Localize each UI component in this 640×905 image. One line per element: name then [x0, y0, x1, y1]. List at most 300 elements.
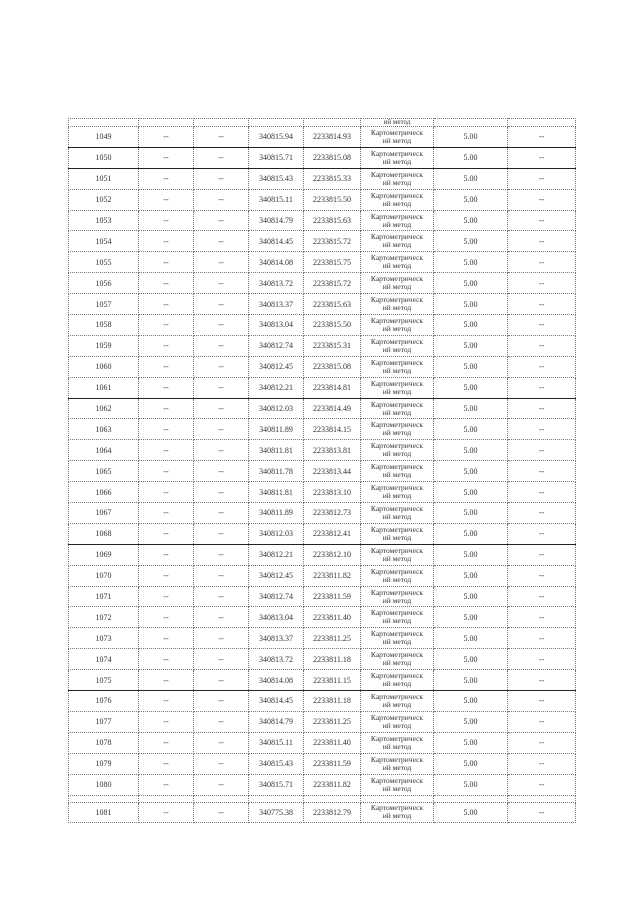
x-coordinate-cell: 340814.08: [249, 252, 304, 273]
empty-dash-cell: --: [508, 544, 576, 565]
point-number-cell: 1059: [69, 335, 139, 356]
separator-cell: [304, 795, 361, 802]
method-cell: [361, 398, 434, 419]
point-number-cell: 1073: [69, 628, 139, 649]
empty-dash-cell: --: [508, 127, 576, 148]
empty-dash-cell: --: [139, 168, 194, 189]
empty-dash-cell: --: [508, 335, 576, 356]
empty-dash-cell: --: [194, 398, 249, 419]
table-row: [69, 802, 576, 823]
empty-dash-cell: --: [139, 691, 194, 712]
accuracy-cell: 5.00: [434, 315, 508, 336]
method-cell: [361, 523, 434, 544]
method-text-line: Картометрическ: [370, 587, 424, 597]
point-number-cell: 1070: [69, 565, 139, 586]
method-text-line: ий метод: [382, 386, 412, 396]
method-text-line: ий метод: [382, 323, 412, 333]
method-cell: [361, 753, 434, 774]
accuracy-cell: 5.00: [434, 711, 508, 732]
empty-dash-cell: --: [194, 419, 249, 440]
point-number-cell: 1068: [69, 523, 139, 544]
y-coordinate-cell: 2233812.79: [304, 802, 361, 823]
method-text-line: Картометрическ: [370, 232, 424, 242]
point-number-cell: 1075: [69, 670, 139, 691]
method-text-line: ий метод: [382, 783, 412, 793]
table-row: [69, 440, 576, 461]
x-coordinate-cell: 340812.74: [249, 586, 304, 607]
empty-dash-cell: --: [139, 356, 194, 377]
empty-dash-cell: --: [508, 356, 576, 377]
method-text-line: Картометрическ: [370, 378, 424, 388]
method-fragment: ий метод: [361, 119, 434, 127]
table-row: [69, 398, 576, 419]
method-text-line: ий метод: [382, 658, 412, 668]
empty-dash-cell: --: [508, 147, 576, 168]
x-coordinate-cell: 340815.94: [249, 127, 304, 148]
empty-dash-cell: --: [194, 315, 249, 336]
x-coordinate-cell: 340814.45: [249, 691, 304, 712]
point-number-cell: 1067: [69, 503, 139, 524]
method-text-line: Картометрическ: [370, 524, 424, 534]
empty-dash-cell: --: [139, 210, 194, 231]
table-row: [69, 294, 576, 315]
empty-dash-cell: --: [194, 691, 249, 712]
point-number-cell: 1078: [69, 732, 139, 753]
method-text-line: ий метод: [382, 616, 412, 626]
method-cell: [361, 168, 434, 189]
method-cell: [361, 273, 434, 294]
y-coordinate-cell: 2233815.50: [304, 189, 361, 210]
method-cell: [361, 419, 434, 440]
method-text-line: ий метод: [382, 741, 412, 751]
method-text-line: Картометрическ: [370, 190, 424, 200]
x-coordinate-cell: 340813.72: [249, 273, 304, 294]
accuracy-cell: 5.00: [434, 147, 508, 168]
empty-dash-cell: --: [508, 628, 576, 649]
method-text-line: ий метод: [382, 762, 412, 772]
accuracy-cell: 5.00: [434, 753, 508, 774]
point-number-cell: 1053: [69, 210, 139, 231]
method-cell: [361, 691, 434, 712]
method-text-line: Картометрическ: [370, 148, 424, 158]
point-number-cell: 1055: [69, 252, 139, 273]
empty-dash-cell: --: [194, 168, 249, 189]
method-cell: [361, 649, 434, 670]
accuracy-cell: 5.00: [434, 649, 508, 670]
method-cell: [361, 147, 434, 168]
table-row: [69, 461, 576, 482]
x-coordinate-cell: 340775.38: [249, 802, 304, 823]
empty-dash-cell: --: [508, 273, 576, 294]
method-text-line: Картометрическ: [370, 169, 424, 179]
empty-dash-cell: --: [194, 335, 249, 356]
point-number-cell: 1065: [69, 461, 139, 482]
x-coordinate-cell: 340812.74: [249, 335, 304, 356]
method-cell: [361, 252, 434, 273]
x-coordinate-cell: 340811.81: [249, 482, 304, 503]
empty-dash-cell: --: [194, 649, 249, 670]
method-cell: [361, 210, 434, 231]
empty-dash-cell: --: [139, 711, 194, 732]
table-row: [69, 231, 576, 252]
empty-dash-cell: --: [139, 147, 194, 168]
x-coordinate-cell: 340813.37: [249, 294, 304, 315]
empty-dash-cell: --: [139, 189, 194, 210]
method-text-line: ий метод: [382, 156, 412, 166]
table-row: [69, 544, 576, 565]
accuracy-cell: 5.00: [434, 482, 508, 503]
empty-dash-cell: --: [508, 802, 576, 823]
table-row: [69, 419, 576, 440]
y-coordinate-cell: 2233815.31: [304, 335, 361, 356]
method-cell: [361, 127, 434, 148]
method-cell: [361, 335, 434, 356]
empty-dash-cell: --: [194, 670, 249, 691]
table-row: [69, 210, 576, 231]
table-row: [69, 127, 576, 148]
x-coordinate-cell: 340812.21: [249, 377, 304, 398]
method-text-line: Картометрическ: [370, 295, 424, 305]
y-coordinate-cell: 2233811.25: [304, 628, 361, 649]
accuracy-cell: 5.00: [434, 168, 508, 189]
table-row: [69, 691, 576, 712]
method-text-line: Картометрическ: [370, 336, 424, 346]
empty-dash-cell: --: [194, 377, 249, 398]
method-text-line: Картометрическ: [370, 608, 424, 618]
accuracy-cell: 5.00: [434, 628, 508, 649]
empty-dash-cell: --: [194, 461, 249, 482]
method-text-line: ий метод: [382, 699, 412, 709]
method-cell: [361, 440, 434, 461]
table-row: [69, 753, 576, 774]
y-coordinate-cell: 2233811.18: [304, 649, 361, 670]
table-row: [69, 147, 576, 168]
empty-dash-cell: --: [194, 607, 249, 628]
empty-dash-cell: --: [508, 231, 576, 252]
empty-dash-cell: --: [508, 753, 576, 774]
empty-dash-cell: --: [194, 732, 249, 753]
accuracy-cell: 5.00: [434, 398, 508, 419]
empty-dash-cell: --: [508, 440, 576, 461]
empty-dash-cell: --: [139, 440, 194, 461]
y-coordinate-cell: 2233811.40: [304, 732, 361, 753]
table-row: [69, 565, 576, 586]
point-number-cell: 1069: [69, 544, 139, 565]
empty-dash-cell: --: [508, 210, 576, 231]
empty-dash-cell: --: [139, 231, 194, 252]
y-coordinate-cell: 2233815.08: [304, 356, 361, 377]
empty-dash-cell: --: [508, 607, 576, 628]
method-text-line: Картометрическ: [370, 733, 424, 743]
method-text-line: Картометрическ: [370, 315, 424, 325]
empty-dash-cell: --: [139, 774, 194, 795]
empty-dash-cell: --: [139, 544, 194, 565]
method-text-line: ий метод: [382, 344, 412, 354]
method-text-line: ий метод: [382, 198, 412, 208]
point-number-cell: 1080: [69, 774, 139, 795]
method-text-line: ий метод: [382, 135, 412, 145]
y-coordinate-cell: 2233811.15: [304, 670, 361, 691]
empty-dash-cell: --: [508, 252, 576, 273]
table-row: [69, 252, 576, 273]
x-coordinate-cell: 340815.43: [249, 168, 304, 189]
x-coordinate-cell: 340813.37: [249, 628, 304, 649]
empty-dash-cell: --: [194, 147, 249, 168]
method-text-line: ий метод: [382, 511, 412, 521]
separator-cell: [361, 795, 434, 802]
accuracy-cell: 5.00: [434, 586, 508, 607]
empty-dash-cell: --: [139, 127, 194, 148]
table-row: [69, 315, 576, 336]
empty-dash-cell: --: [194, 356, 249, 377]
method-text-line: Картометрическ: [370, 754, 424, 764]
accuracy-cell: 5.00: [434, 377, 508, 398]
empty-dash-cell: --: [194, 231, 249, 252]
method-text-line: Картометрическ: [370, 462, 424, 472]
point-number-cell: 1050: [69, 147, 139, 168]
method-text-line: Картометрическ: [370, 441, 424, 451]
method-text-line: Картометрическ: [370, 545, 424, 555]
x-coordinate-cell: 340811.89: [249, 419, 304, 440]
table-row: [69, 628, 576, 649]
table-row: [69, 711, 576, 732]
point-number-cell: 1077: [69, 711, 139, 732]
separator-cell: [249, 795, 304, 802]
y-coordinate-cell: 2233815.63: [304, 294, 361, 315]
accuracy-cell: 5.00: [434, 565, 508, 586]
header-fragment-row: [69, 119, 576, 127]
table-row: [69, 523, 576, 544]
x-coordinate-cell: 340814.79: [249, 711, 304, 732]
point-number-cell: 1058: [69, 315, 139, 336]
point-number-cell: 1081: [69, 802, 139, 823]
empty-dash-cell: --: [194, 273, 249, 294]
empty-dash-cell: --: [508, 168, 576, 189]
table-row: [69, 607, 576, 628]
separator-cell: [194, 795, 249, 802]
method-text-line: ий метод: [382, 470, 412, 480]
empty-dash-cell: --: [139, 732, 194, 753]
coordinate-table: [68, 118, 576, 823]
point-number-cell: 1056: [69, 273, 139, 294]
x-coordinate-cell: 340812.45: [249, 565, 304, 586]
point-number-cell: 1072: [69, 607, 139, 628]
x-coordinate-cell: 340811.78: [249, 461, 304, 482]
method-text-line: ий метод: [382, 303, 412, 313]
x-coordinate-cell: 340813.04: [249, 607, 304, 628]
point-number-cell: 1064: [69, 440, 139, 461]
point-number-cell: 1060: [69, 356, 139, 377]
x-coordinate-cell: 340812.03: [249, 398, 304, 419]
accuracy-cell: 5.00: [434, 273, 508, 294]
method-text-line: ий метод: [382, 428, 412, 438]
method-text-line: Картометрическ: [370, 420, 424, 430]
point-number-cell: 1071: [69, 586, 139, 607]
method-cell: [361, 294, 434, 315]
accuracy-cell: 5.00: [434, 523, 508, 544]
method-text-line: Картометрическ: [370, 399, 424, 409]
x-coordinate-cell: 340815.11: [249, 189, 304, 210]
method-cell: [361, 503, 434, 524]
separator-cell: [139, 795, 194, 802]
method-text-line: Картометрическ: [370, 274, 424, 284]
table-row: [69, 356, 576, 377]
separator-cell: [508, 795, 576, 802]
method-text-line: ий метод: [382, 679, 412, 689]
method-cell: [361, 628, 434, 649]
y-coordinate-cell: 2233813.44: [304, 461, 361, 482]
y-coordinate-cell: 2233812.73: [304, 503, 361, 524]
accuracy-cell: 5.00: [434, 356, 508, 377]
y-coordinate-cell: 2233814.81: [304, 377, 361, 398]
empty-dash-cell: --: [508, 711, 576, 732]
empty-dash-cell: --: [508, 523, 576, 544]
empty-dash-cell: --: [194, 586, 249, 607]
separator-row: [69, 795, 576, 802]
empty-dash-cell: --: [508, 398, 576, 419]
point-number-cell: 1066: [69, 482, 139, 503]
y-coordinate-cell: 2233812.41: [304, 523, 361, 544]
empty-dash-cell: --: [139, 252, 194, 273]
accuracy-cell: 5.00: [434, 607, 508, 628]
empty-dash-cell: --: [508, 691, 576, 712]
accuracy-cell: 5.00: [434, 127, 508, 148]
empty-dash-cell: --: [139, 273, 194, 294]
method-cell: [361, 315, 434, 336]
y-coordinate-cell: 2233811.59: [304, 586, 361, 607]
empty-dash-cell: --: [139, 503, 194, 524]
table-row: [69, 168, 576, 189]
accuracy-cell: 5.00: [434, 503, 508, 524]
method-text-line: ий метод: [382, 720, 412, 730]
y-coordinate-cell: 2233811.25: [304, 711, 361, 732]
accuracy-cell: 5.00: [434, 670, 508, 691]
method-cell: [361, 607, 434, 628]
accuracy-cell: 5.00: [434, 440, 508, 461]
method-cell: [361, 711, 434, 732]
method-text-line: Картометрическ: [370, 775, 424, 785]
method-cell: [361, 774, 434, 795]
method-cell: [361, 565, 434, 586]
method-text-line: Картометрическ: [370, 712, 424, 722]
method-text-line: ий метод: [382, 811, 412, 821]
method-cell: [361, 544, 434, 565]
empty-dash-cell: --: [139, 419, 194, 440]
empty-dash-cell: --: [139, 586, 194, 607]
empty-dash-cell: --: [508, 586, 576, 607]
empty-dash-cell: --: [194, 774, 249, 795]
empty-dash-cell: --: [139, 377, 194, 398]
accuracy-cell: 5.00: [434, 802, 508, 823]
method-text-line: Картометрическ: [370, 566, 424, 576]
y-coordinate-cell: 2233815.72: [304, 231, 361, 252]
empty-dash-cell: --: [194, 628, 249, 649]
empty-dash-cell: --: [194, 294, 249, 315]
point-number-cell: 1061: [69, 377, 139, 398]
empty-dash-cell: --: [139, 649, 194, 670]
empty-dash-cell: --: [194, 753, 249, 774]
empty-dash-cell: --: [508, 419, 576, 440]
y-coordinate-cell: 2233815.33: [304, 168, 361, 189]
method-text-line: ий метод: [382, 240, 412, 250]
method-cell: [361, 189, 434, 210]
x-coordinate-cell: 340812.21: [249, 544, 304, 565]
separator-cell: [434, 795, 508, 802]
method-text-line: ий метод: [382, 491, 412, 501]
method-text-line: Картометрическ: [370, 503, 424, 513]
accuracy-cell: 5.00: [434, 732, 508, 753]
method-cell: [361, 586, 434, 607]
empty-dash-cell: --: [194, 711, 249, 732]
empty-dash-cell: --: [508, 670, 576, 691]
y-coordinate-cell: 2233813.10: [304, 482, 361, 503]
empty-dash-cell: --: [194, 252, 249, 273]
y-coordinate-cell: 2233815.75: [304, 252, 361, 273]
empty-dash-cell: --: [194, 210, 249, 231]
empty-dash-cell: --: [508, 503, 576, 524]
empty-dash-cell: --: [508, 294, 576, 315]
method-text-line: Картометрическ: [370, 211, 424, 221]
method-cell: [361, 670, 434, 691]
method-cell: [361, 802, 434, 823]
method-text-line: ий метод: [382, 574, 412, 584]
y-coordinate-cell: 2233813.81: [304, 440, 361, 461]
method-text-line: ий метод: [382, 261, 412, 271]
empty-dash-cell: --: [508, 649, 576, 670]
point-number-cell: 1054: [69, 231, 139, 252]
y-coordinate-cell: 2233811.59: [304, 753, 361, 774]
empty-dash-cell: --: [139, 315, 194, 336]
x-coordinate-cell: 340811.81: [249, 440, 304, 461]
table-row: [69, 503, 576, 524]
accuracy-cell: 5.00: [434, 544, 508, 565]
table-row: [69, 586, 576, 607]
y-coordinate-cell: 2233814.93: [304, 127, 361, 148]
method-text-line: ий метод: [382, 595, 412, 605]
table-row: [69, 189, 576, 210]
accuracy-cell: 5.00: [434, 252, 508, 273]
y-coordinate-cell: 2233815.08: [304, 147, 361, 168]
accuracy-cell: 5.00: [434, 210, 508, 231]
method-text-line: Картометрическ: [370, 127, 424, 137]
empty-dash-cell: --: [194, 127, 249, 148]
table-row: [69, 732, 576, 753]
empty-dash-cell: --: [508, 482, 576, 503]
point-number-cell: 1052: [69, 189, 139, 210]
table-row: [69, 649, 576, 670]
method-text-line: Картометрическ: [370, 629, 424, 639]
method-cell: [361, 732, 434, 753]
method-text-line: Картометрическ: [370, 253, 424, 263]
y-coordinate-cell: 2233811.82: [304, 565, 361, 586]
empty-dash-cell: --: [194, 503, 249, 524]
method-text-line: Картометрическ: [370, 483, 424, 493]
x-coordinate-cell: 340811.89: [249, 503, 304, 524]
point-number-cell: 1074: [69, 649, 139, 670]
table-row: [69, 482, 576, 503]
coordinate-table-page: [68, 118, 575, 823]
x-coordinate-cell: 340814.08: [249, 670, 304, 691]
method-text-line: ий метод: [382, 365, 412, 375]
empty-dash-cell: --: [139, 607, 194, 628]
point-number-cell: 1079: [69, 753, 139, 774]
table-row: [69, 377, 576, 398]
method-text-line: ий метод: [382, 553, 412, 563]
empty-dash-cell: --: [508, 732, 576, 753]
accuracy-cell: 5.00: [434, 691, 508, 712]
point-number-cell: 1063: [69, 419, 139, 440]
y-coordinate-cell: 2233814.15: [304, 419, 361, 440]
